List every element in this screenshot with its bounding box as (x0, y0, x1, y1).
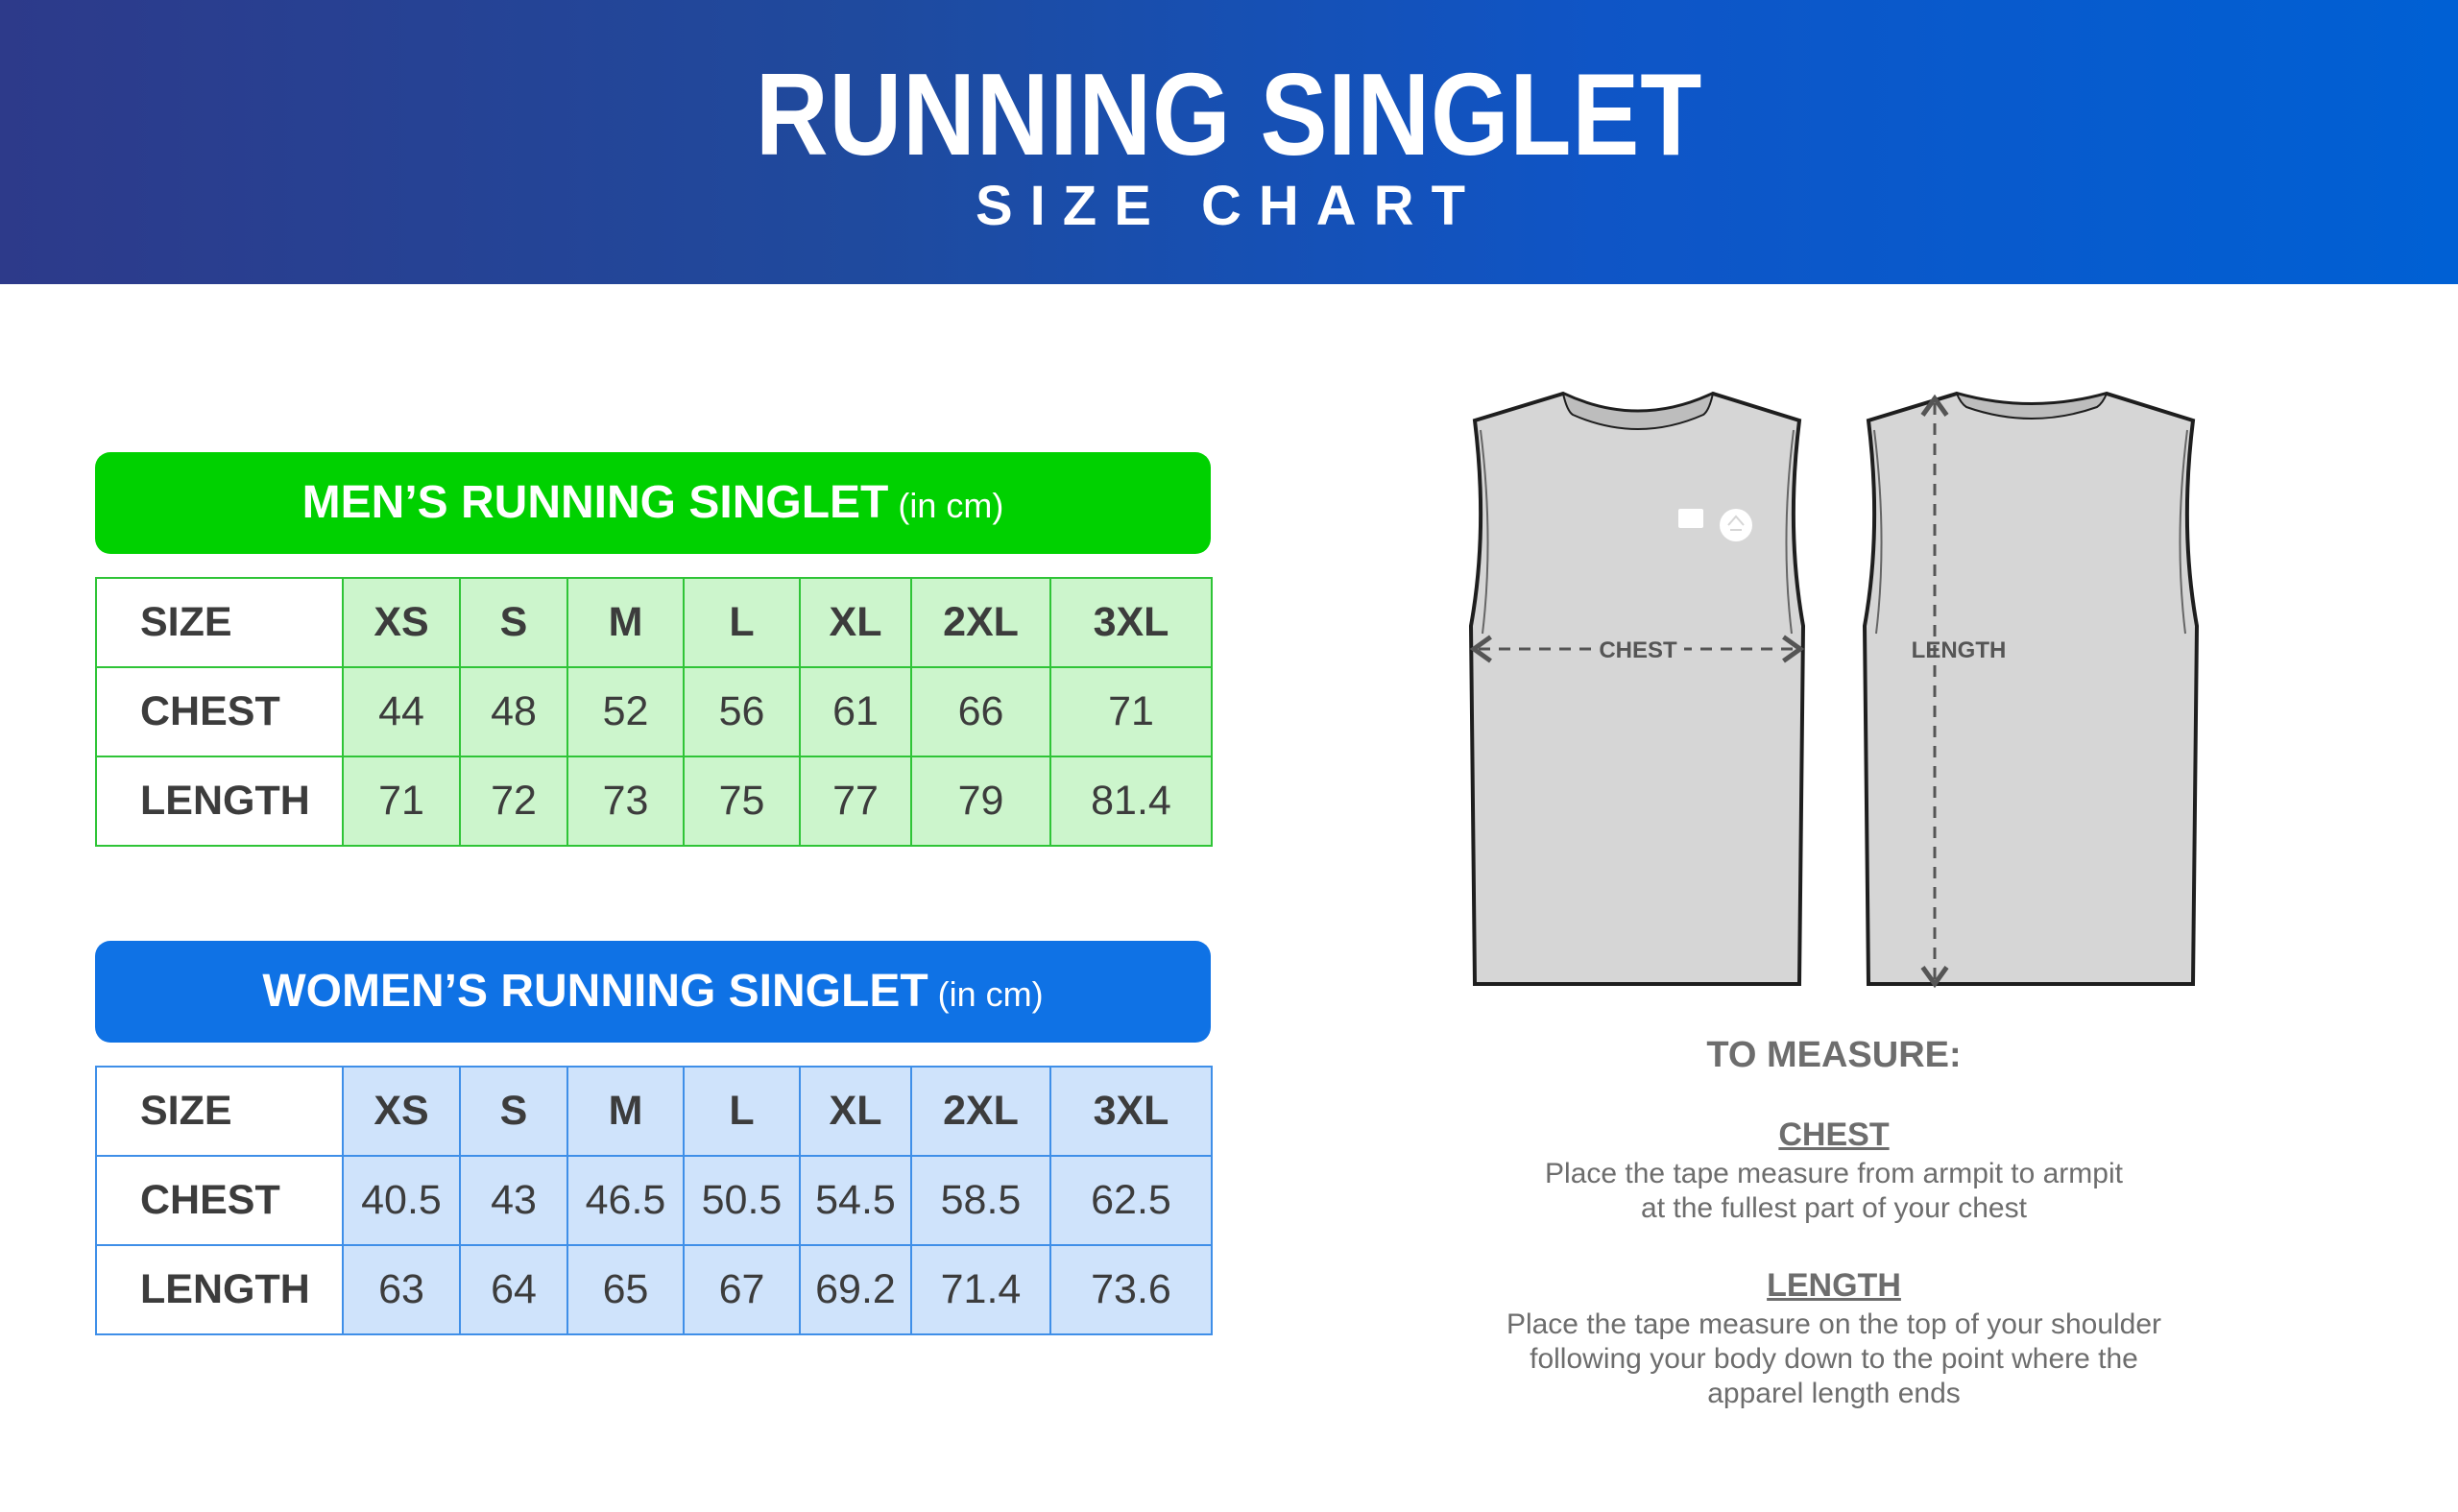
men-banner-unit: (in cm) (898, 486, 1004, 525)
header-banner (0, 0, 2458, 284)
singlet-back (1865, 394, 2197, 984)
size-header-cell: L (684, 1067, 800, 1156)
men-table-banner (95, 452, 1211, 554)
table-cell: 50.5 (684, 1156, 800, 1245)
table-cell: 62.5 (1050, 1156, 1212, 1245)
table-row (96, 1067, 1212, 1156)
table-cell: 77 (800, 756, 911, 846)
chest-instructions: Place the tape measure from armpit to armpit at the fullest part of your chest (1545, 1158, 2123, 1224)
length-diagram-label: LENGTH (1911, 637, 2007, 663)
table-cell: 61 (800, 667, 911, 756)
table-cell: 65 (567, 1245, 684, 1334)
row-label: CHEST (96, 1156, 343, 1245)
table-row (96, 578, 1212, 667)
table-cell: 67 (684, 1245, 800, 1334)
table-cell: 63 (343, 1245, 460, 1334)
singlet-diagram (1459, 384, 2208, 998)
chest-heading: CHEST (1778, 1116, 1890, 1153)
table-cell: 46.5 (567, 1156, 684, 1245)
men-size-table (95, 577, 1213, 847)
women-size-table (95, 1066, 1213, 1335)
table-cell: 58.5 (911, 1156, 1050, 1245)
table-cell: 66 (911, 667, 1050, 756)
row-label: CHEST (96, 667, 343, 756)
page-title: RUNNING SINGLET (755, 49, 1703, 180)
table-cell: 73 (567, 756, 684, 846)
table-cell: 71.4 (911, 1245, 1050, 1334)
size-header-cell: 2XL (911, 1067, 1050, 1156)
table-cell: 40.5 (343, 1156, 460, 1245)
women-banner-title: WOMEN’S RUNNING SINGLET (262, 966, 928, 1017)
size-header-cell: XL (800, 578, 911, 667)
table-cell: 71 (1050, 667, 1212, 756)
men-banner-title: MEN’S RUNNING SINGLET (301, 477, 889, 528)
size-header-cell: 3XL (1050, 1067, 1212, 1156)
table-cell: 52 (567, 667, 684, 756)
size-header-cell: XS (343, 1067, 460, 1156)
table-cell: 64 (460, 1245, 567, 1334)
table-cell: 48 (460, 667, 567, 756)
table-cell: 71 (343, 756, 460, 846)
size-header-cell: S (460, 1067, 567, 1156)
women-table-banner (95, 941, 1211, 1043)
table-row (96, 756, 1212, 846)
length-instructions: Place the tape measure on the top of your shoulder following your body down to the point where the apparel length ends (1506, 1308, 2162, 1409)
table-row (96, 1156, 1212, 1245)
table-cell: 73.6 (1050, 1245, 1212, 1334)
table-cell: 79 (911, 756, 1050, 846)
table-cell: 81.4 (1050, 756, 1212, 846)
singlet-front (1471, 394, 1803, 984)
page-subtitle: SIZE CHART (976, 175, 1482, 237)
table-cell: 54.5 (800, 1156, 911, 1245)
table-cell: 56 (684, 667, 800, 756)
chest-diagram-label: CHEST (1599, 637, 1677, 663)
table-cell: 43 (460, 1156, 567, 1245)
size-header-cell: 2XL (911, 578, 1050, 667)
size-header-cell: XS (343, 578, 460, 667)
table-row (96, 667, 1212, 756)
women-banner-unit: (in cm) (937, 974, 1044, 1014)
size-header-cell: M (567, 578, 684, 667)
table-cell: 72 (460, 756, 567, 846)
table-cell: 44 (343, 667, 460, 756)
table-cell: 69.2 (800, 1245, 911, 1334)
size-header-cell: S (460, 578, 567, 667)
size-header-cell: 3XL (1050, 578, 1212, 667)
size-header-label: SIZE (96, 578, 343, 667)
table-cell: 75 (684, 756, 800, 846)
size-header-label: SIZE (96, 1067, 343, 1156)
size-header-cell: L (684, 578, 800, 667)
table-row (96, 1245, 1212, 1334)
row-label: LENGTH (96, 756, 343, 846)
size-header-cell: XL (800, 1067, 911, 1156)
length-heading: LENGTH (1767, 1267, 1901, 1304)
size-header-cell: M (567, 1067, 684, 1156)
to-measure-heading: TO MEASURE: (1706, 1035, 1962, 1075)
row-label: LENGTH (96, 1245, 343, 1334)
